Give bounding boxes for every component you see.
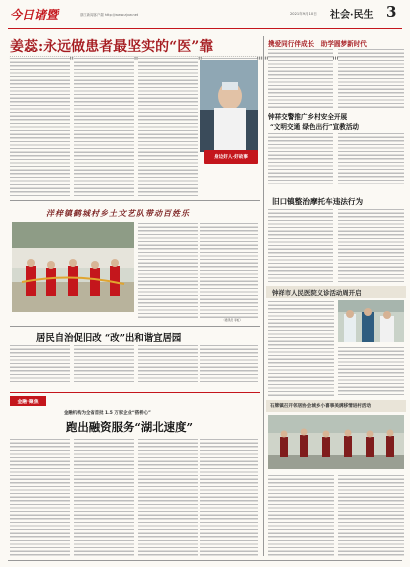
bottom-body-col2-lines [74,438,134,556]
hospital-photo [338,300,404,342]
right-column-divider [263,36,264,556]
right-body-8-lines [338,346,404,396]
bottom-body-col4-lines [200,438,258,556]
right-body-6-lines [338,208,404,284]
section-name: 社会·民生 [330,10,374,21]
lead-body-col1-lines [10,57,70,197]
masthead [0,0,410,34]
mid-body-col1-lines [138,222,198,318]
right-headline-6: 石牌镇召开邻居协会城乡小喜事美满移情进村活动 [270,404,372,409]
mid2-body-col2-lines [74,344,134,384]
mid-band-top-rule [10,200,260,201]
lead-body-col2-lines [74,57,134,197]
right-headline-3: “文明交通 绿色出行”宣教活动 [270,123,360,131]
right-body-7-lines [268,300,334,396]
bottom-section-tag [10,396,46,406]
mid-body-col2-lines [200,222,258,318]
lead-headline: 姜蕊:永远做患者最坚实的“医”靠 [10,39,214,55]
bottom-body-col1-lines [10,438,70,556]
mid-credit: （通讯员 李虹） [222,318,243,322]
mid2-body-col4-lines [200,344,258,384]
bottom-section-tag-text: 金融·聚焦 [17,399,39,405]
mid2-top-rule [10,326,260,327]
lead-photo [200,60,258,152]
masthead-site: 浙江新闻客户端 http://www.zjxw.net [80,13,139,17]
bottom-page-rule [8,560,402,561]
right-body-4-lines [338,132,404,184]
bottom-top-rule [10,392,260,393]
lead-badge-text: 身边好人·好故事 [214,155,248,160]
masthead-logo: 今日诸暨 [10,8,59,22]
page-number: 3 [386,3,397,21]
right-headline-4: 旧口镇整治摩托车违法行为 [272,197,364,206]
right-headline-1: 携爱同行伴成长 助学圆梦新时代 [268,40,367,48]
bottom-headline: 跑出融资服务“湖北速度” [66,420,194,434]
right-headline-2: 钟祥交警推广乡村安全开展 [268,113,348,121]
bottom-kicker: 金融机构为全省首批 1.5 万家企业“搭桥心” [64,411,151,416]
village-photo [268,415,404,469]
lead-body-col3-lines [138,57,198,197]
masthead-rule [8,28,402,29]
mid2-body-col1-lines [10,344,70,384]
mid-banner-title: 洋梓镇鹤城村乡土文艺队带动百姓乐 [46,208,190,218]
mid2-body-col3-lines [138,344,198,384]
mid-photo [12,222,134,312]
right-body-10-lines [338,474,404,556]
mid2-headline: 居民自治促旧改 “改”出和谐宜居园 [36,333,182,344]
right-body-5-lines [268,208,333,284]
right-body-9-lines [268,474,334,556]
right-body-2-lines [338,48,404,108]
right-headline-5: 钟祥市人民医院义诊活动周开启 [272,289,362,297]
bottom-body-col3-lines [138,438,198,556]
right-body-3-lines [268,132,333,184]
lead-badge [204,150,258,164]
right-body-1-lines [268,48,333,108]
masthead-date: 2021年9月10日 [290,12,317,16]
